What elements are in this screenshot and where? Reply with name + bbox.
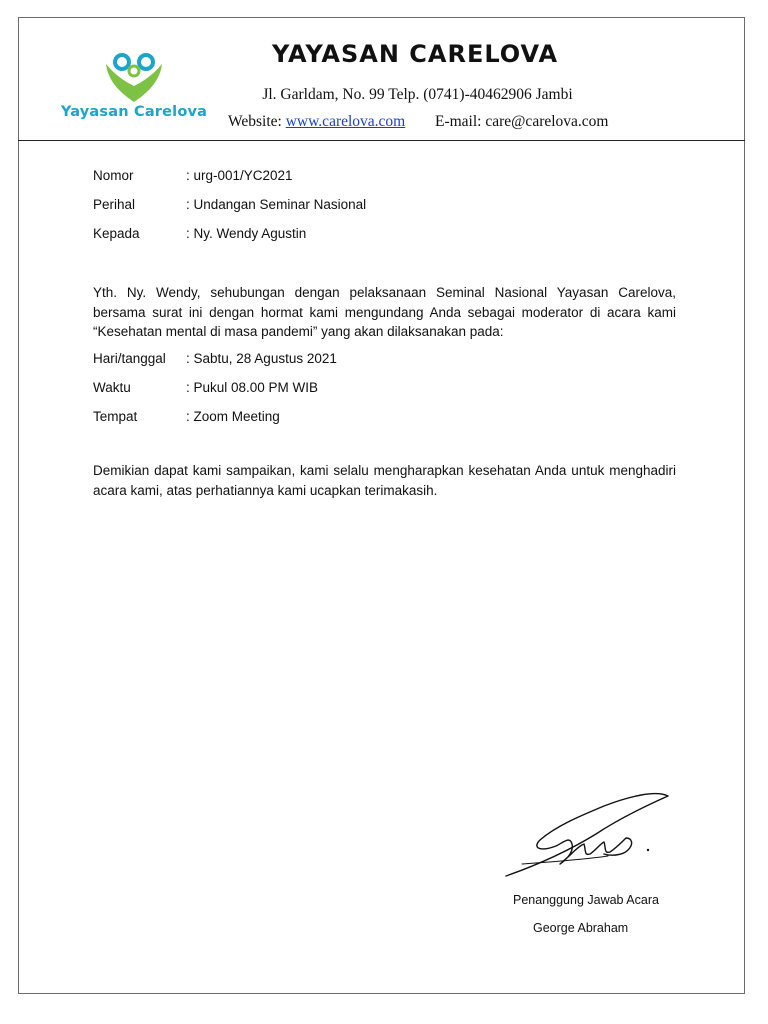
time-value: : Pukul 08.00 PM WIB bbox=[186, 380, 319, 395]
email-label: E-mail: bbox=[434, 113, 482, 130]
org-name: YAYASAN CARELOVA bbox=[271, 40, 559, 68]
kepada-row bbox=[93, 226, 306, 241]
website-link[interactable]: www.carelova.com bbox=[285, 113, 406, 130]
closing-paragraph bbox=[93, 461, 676, 500]
place-row bbox=[93, 409, 280, 424]
logo-text: Yayasan Carelova bbox=[60, 104, 208, 120]
perihal-label: Perihal bbox=[93, 197, 136, 212]
time-label: Waktu bbox=[93, 380, 131, 395]
kepada-value: : Ny. Wendy Agustin bbox=[186, 226, 307, 241]
org-address: Jl. Garldam, No. 99 Telp. (0741)-40462906 Jambi bbox=[262, 86, 573, 103]
signature-image bbox=[500, 784, 670, 884]
date-label: Hari/tanggal bbox=[93, 351, 166, 366]
email-value: care@carelova.com bbox=[485, 113, 609, 130]
header-divider bbox=[18, 140, 745, 141]
signature-name: George Abraham bbox=[533, 921, 629, 935]
closing-text: Demikian dapat kami sampaikan, kami selalu mengharapkan kesehatan Anda untuk menghadiri acara kami, atas perhatiannya kami ucapkan terimakasih. bbox=[93, 463, 676, 498]
date-row bbox=[93, 351, 337, 366]
date-value: : Sabtu, 28 Agustus 2021 bbox=[186, 351, 337, 366]
nomor-row bbox=[93, 168, 293, 183]
signature-title: Penanggung Jawab Acara bbox=[513, 893, 659, 907]
website-label: Website: bbox=[228, 113, 282, 130]
nomor-label: Nomor bbox=[93, 168, 134, 183]
intro-paragraph bbox=[93, 283, 676, 342]
perihal-row bbox=[93, 197, 366, 212]
nomor-value: : urg-001/YC2021 bbox=[186, 168, 293, 183]
place-value: : Zoom Meeting bbox=[186, 409, 280, 424]
org-contact bbox=[228, 113, 608, 131]
perihal-value: : Undangan Seminar Nasional bbox=[186, 197, 367, 212]
kepada-label: Kepada bbox=[93, 226, 140, 241]
intro-text: Yth. Ny. Wendy, sehubungan dengan pelaksanaan Seminal Nasional Yayasan Carelova, bersama surat ini dengan hormat kami mengundang Anda sebagai moderator di acara kami “Kesehatan mental di masa pandemi” yang akan dilaksanakan pada: bbox=[93, 285, 676, 339]
place-label: Tempat bbox=[93, 409, 138, 424]
time-row bbox=[93, 380, 318, 395]
